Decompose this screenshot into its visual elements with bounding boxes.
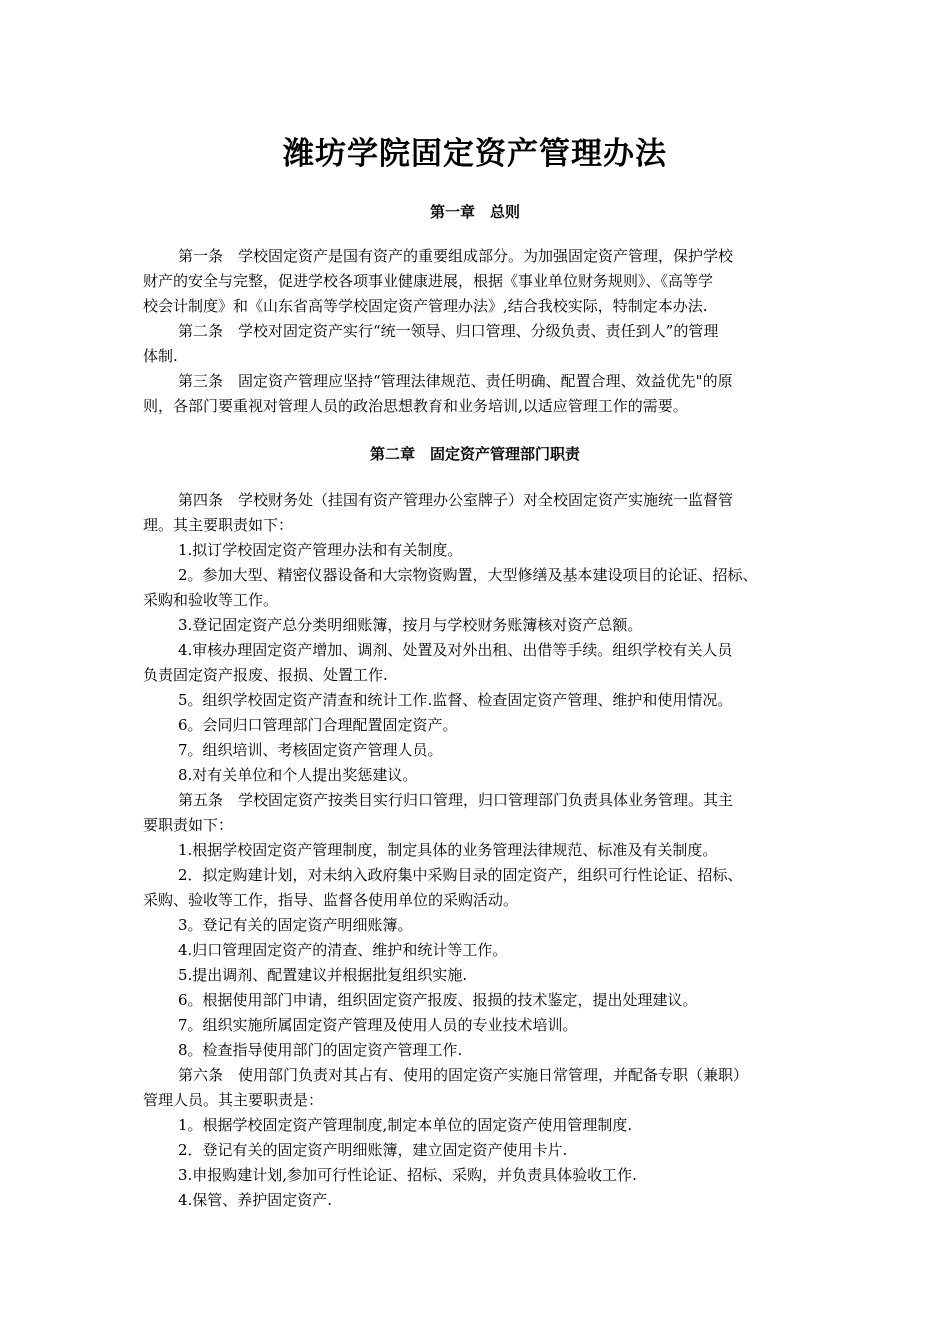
article-6-line: 管理人员。其主要职责是： bbox=[143, 1091, 324, 1109]
list-item: 4.归口管理固定资产的清查、维护和统计等工作。 bbox=[178, 941, 508, 959]
list-item: 2．登记有关的固定资产明细账簿，建立固定资产使用卡片. bbox=[178, 1141, 568, 1159]
list-item: 5.提出调剂、配置建议并根据批复组织实施. bbox=[178, 966, 468, 984]
list-item: 6。根据使用部门申请，组织固定资产报废、报损的技术鉴定，提出处理建议。 bbox=[178, 991, 698, 1009]
list-item: 6。会同归口管理部门合理配置固定资产。 bbox=[178, 716, 458, 734]
article-1-line: 财产的安全与完整，促进学校各项事业健康进展，根据《事业单位财务规则》、《高等学 bbox=[143, 272, 714, 290]
list-item: 3。登记有关的固定资产明细账簿。 bbox=[178, 916, 413, 934]
document-title: 潍坊学院固定资产管理办法 bbox=[283, 136, 667, 172]
list-item-cont: 采购和验收等工作。 bbox=[143, 591, 279, 609]
article-5-line: 要职责如下： bbox=[143, 816, 234, 834]
list-item: 1.根据学校固定资产管理制度，制定具体的业务管理法律规范、标准及有关制度。 bbox=[178, 841, 718, 859]
chapter-heading-1: 第一章 总则 bbox=[429, 203, 520, 221]
list-item: 8.对有关单位和个人提出奖惩建议。 bbox=[178, 766, 418, 784]
list-item: 5。组织学校固定资产清查和统计工作.监督、检查固定资产管理、维护和使用情况。 bbox=[178, 691, 733, 709]
list-item: 3.申报购建计划,参加可行性论证、招标、采购，并负责具体验收工作. bbox=[178, 1166, 637, 1184]
list-item-cont: 负责固定资产报废、报损、处置工作. bbox=[143, 666, 388, 684]
article-3-line: 第三条 固定资产管理应坚持“管理法律规范、责任明确、配置合理、效益优先"的原 bbox=[178, 372, 733, 390]
article-1-line: 校会计制度》和《山东省高等学校固定资产管理办法》,结合我校实际，特制定本办法. bbox=[143, 297, 708, 315]
article-2-line: 第二条 学校对固定资产实行“统一领导、归口管理、分级负责、责任到人”的管理 bbox=[178, 322, 719, 340]
list-item: 7。组织培训、考核固定资产管理人员。 bbox=[178, 741, 443, 759]
list-item: 1。根据学校固定资产管理制度,制定本单位的固定资产使用管理制度. bbox=[178, 1116, 633, 1134]
article-6-line: 第六条 使用部门负责对其占有、使用的固定资产实施日常管理，并配备专职（兼职） bbox=[178, 1066, 749, 1084]
list-item: 2。参加大型、精密仪器设备和大宗物资购置，大型修缮及基本建设项目的论证、招标、 bbox=[178, 566, 758, 584]
list-item: 8。检查指导使用部门的固定资产管理工作. bbox=[178, 1041, 463, 1059]
article-5-line: 第五条 学校固定资产按类目实行归口管理，归口管理部门负责具体业务管理。其主 bbox=[178, 791, 734, 809]
list-item: 2．拟定购建计划，对未纳入政府集中采购目录的固定资产，组织可行性论证、招标、 bbox=[178, 866, 743, 884]
list-item: 1.拟订学校固定资产管理办法和有关制度。 bbox=[178, 541, 463, 559]
list-item-cont: 采购、验收等工作，指导、监督各使用单位的采购活动。 bbox=[143, 891, 519, 909]
article-4-line: 第四条 学校财务处（挂国有资产管理办公室牌子）对全校固定资产实施统一监督管 bbox=[178, 491, 734, 509]
list-item: 3.登记固定资产总分类明细账簿，按月与学校财务账簿核对资产总额。 bbox=[178, 616, 643, 634]
list-item: 4.保管、养护固定资产. bbox=[178, 1191, 333, 1209]
article-3-line: 则，各部门要重视对管理人员的政治思想教育和业务培训,以适应管理工作的需要。 bbox=[143, 397, 688, 415]
chapter-heading-2: 第二章 固定资产管理部门职责 bbox=[369, 445, 580, 463]
article-2-line: 体制. bbox=[143, 347, 178, 365]
article-4-line: 理。其主要职责如下： bbox=[143, 516, 294, 534]
list-item: 7。组织实施所属固定资产管理及使用人员的专业技术培训。 bbox=[178, 1016, 578, 1034]
article-1-line: 第一条 学校固定资产是国有资产的重要组成部分。为加强固定资产管理，保护学校 bbox=[178, 247, 734, 265]
list-item: 4.审核办理固定资产增加、调剂、处置及对外出租、出借等手续。组织学校有关人员 bbox=[178, 641, 733, 659]
